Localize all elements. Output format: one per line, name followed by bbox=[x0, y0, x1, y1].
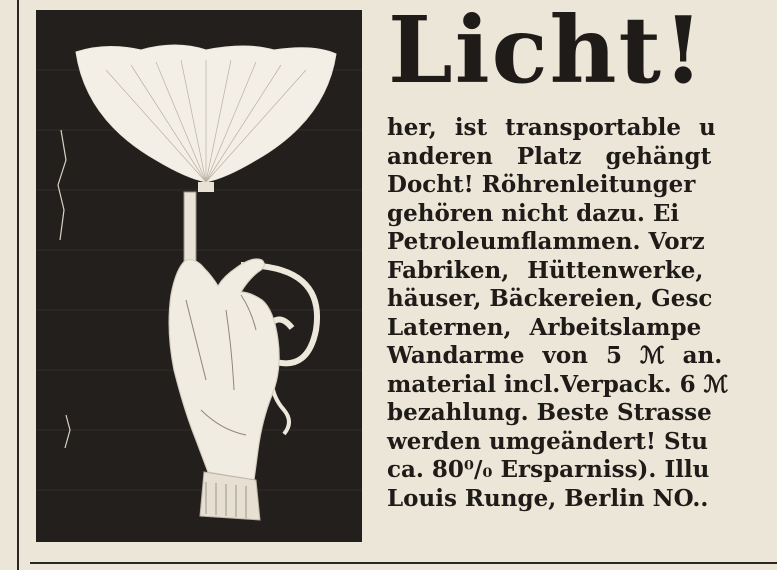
body-line: her, ist transportable u bbox=[387, 114, 716, 141]
left-border-rule bbox=[17, 0, 19, 570]
lamp-collar bbox=[198, 182, 214, 192]
advert-headline: Licht! bbox=[388, 0, 706, 104]
advert-body-text bbox=[387, 114, 777, 513]
lamp-illustration bbox=[36, 10, 362, 542]
bottom-border-rule bbox=[30, 562, 777, 564]
lamp-stem bbox=[184, 192, 196, 262]
body-line: Fabriken, Hüttenwerke, bbox=[387, 256, 704, 284]
body-line: Docht! Röhrenleitunger bbox=[387, 171, 696, 198]
body-line: Petroleumflammen. Vorz bbox=[387, 228, 705, 255]
body-line: Laternen, Arbeitslampe bbox=[387, 313, 702, 341]
body-line: anderen Platz gehängt bbox=[387, 142, 712, 170]
body-line: häuser, Bäckereien, Gesc bbox=[387, 285, 713, 312]
body-line: bezahlung. Beste Strasse bbox=[387, 399, 712, 426]
sleeve-cuff bbox=[200, 472, 260, 520]
body-line: ca. 80⁰/₀ Ersparniss). Illu bbox=[387, 456, 710, 483]
body-line: Louis Runge, Berlin NO.. bbox=[387, 484, 709, 512]
body-line: werden umgeändert! Stu bbox=[387, 427, 708, 455]
body-line: Wandarme von 5 ℳ an. bbox=[387, 342, 723, 369]
body-line: material incl.Verpack. 6 ℳ bbox=[387, 370, 729, 398]
body-line: gehören nicht dazu. Ei bbox=[387, 199, 680, 227]
